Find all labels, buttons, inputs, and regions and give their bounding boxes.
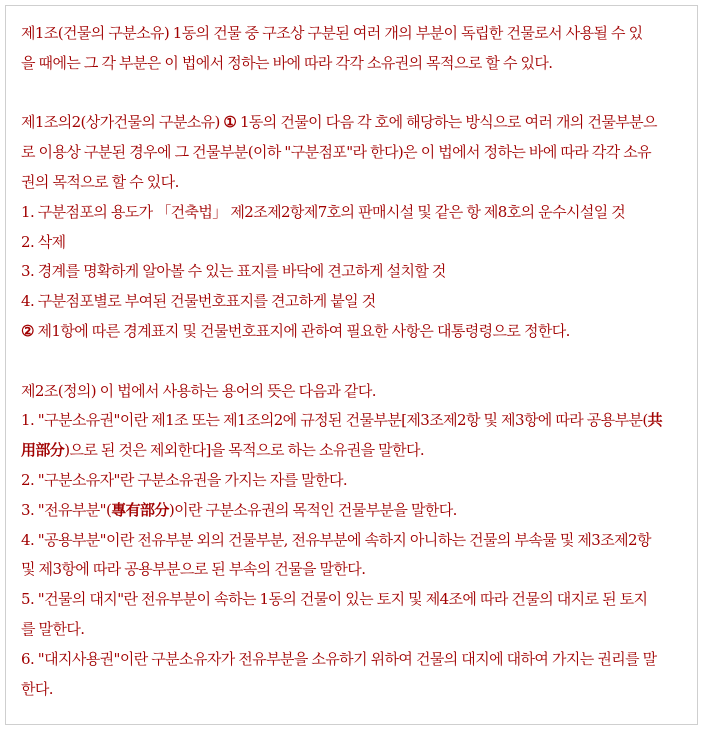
- article-1-2-line-3: 권의 목적으로 할 수 있다.: [21, 172, 179, 191]
- definition-1-hanja-b: 用部分: [21, 441, 65, 460]
- article-1-2-item-1: 1. 구분점포의 용도가 「건축법」 제2조제2항제7호의 판매시설 및 같은 항 제8호의 운수시설일 것: [21, 202, 626, 221]
- paragraph-2-text: 제1항에 따른 경계표지 및 건물번호표지에 관하여 필요한 사항은 대통령령으로 정한다.: [33, 321, 570, 340]
- definition-1-text: 1. "구분소유권"이란 제1조 또는 제1조의2에 규정된 건물부분[제3조제2항 및 제3항에 따라 공용부분(: [21, 411, 648, 430]
- article-1-2-item-2: 2. 삭제: [21, 232, 66, 251]
- definition-1-line-1: [21, 406, 697, 436]
- article-1-line-2: 을 때에는 그 각 부분은 이 법에서 정하는 바에 따라 각각 소유권의 목적으로 할 수 있다.: [21, 53, 553, 72]
- article-1-heading: 제1조(건물의 구분소유): [21, 24, 170, 42]
- article-1-2-line-2: 로 이용상 구분된 경우에 그 건물부분(이하 "구분점포"라 한다)은 이 법에서 정하는 바에 따라 각각 소유: [21, 143, 652, 162]
- article-2-intro: 이 법에서 사용하는 용어의 뜻은 다음과 같다.: [96, 381, 376, 400]
- definition-3-prefix: 3. "전유부분"(: [21, 500, 112, 519]
- definition-1-text-b: )으로 된 것은 제외한다]을 목적으로 하는 소유권을 말한다.: [64, 441, 425, 460]
- spacer: [21, 347, 697, 377]
- paragraph-2-marker: ②: [21, 321, 34, 340]
- article-1-2-heading: 제1조의2(상가건물의 구분소유): [21, 113, 220, 132]
- definition-2: 2. "구분소유자"란 구분소유권을 가지는 자를 말한다.: [21, 470, 348, 489]
- definition-5-line-1: 5. "건물의 대지"란 전유부분이 속하는 1동의 건물이 있는 토지 및 제4조에 따라 건물의 대지로 된 토지: [21, 590, 648, 609]
- definition-3-suffix: )이란 구분소유권의 목적인 건물부분을 말한다.: [168, 500, 457, 519]
- article-1-2-line-1: [21, 108, 697, 138]
- article-1-line-1: [21, 19, 697, 49]
- definition-4-line-2: 및 제3항에 따라 공용부분으로 된 부속의 건물을 말한다.: [21, 560, 366, 579]
- definition-4-line-1: 4. "공용부분"이란 전유부분 외의 건물부분, 전유부분에 속하지 아니하는 건물의 부속물 및 제3조제2항: [21, 530, 651, 549]
- spacer: [21, 79, 697, 109]
- definition-3: [21, 496, 697, 526]
- definition-1-line-2: [21, 436, 697, 466]
- definition-3-hanja: 專有部分: [111, 500, 169, 519]
- article-1-2-text: 1동의 건물이 다음 각 호에 해당하는 방식으로 여러 개의 건물부분으: [236, 113, 657, 132]
- definition-6-line-2: 한다.: [21, 679, 53, 698]
- article-2-heading: 제2조(정의): [21, 381, 97, 400]
- article-2-line-1: [21, 377, 697, 407]
- definition-5-line-2: 를 말한다.: [21, 619, 85, 638]
- definition-6-line-1: 6. "대지사용권"이란 구분소유자가 전유부분을 소유하기 위하여 건물의 대지에 대하여 가지는 권리를 말: [21, 649, 657, 668]
- article-1-text: 1동의 건물 중 구조상 구분된 여러 개의 부분이 독립한 건물로서 사용될 수 있: [169, 24, 643, 42]
- law-text-panel: [5, 5, 698, 725]
- article-1-2-item-3: 3. 경계를 명확하게 알아볼 수 있는 표지를 바닥에 견고하게 설치할 것: [21, 262, 446, 281]
- article-1-2-item-4: 4. 구분점포별로 부여된 건물번호표지를 견고하게 붙일 것: [21, 292, 376, 311]
- law-text-body: [21, 19, 697, 704]
- definition-1-hanja-a: 共: [647, 411, 663, 430]
- paragraph-1-marker: ①: [223, 113, 237, 132]
- article-1-2-paragraph-2: [21, 317, 697, 347]
